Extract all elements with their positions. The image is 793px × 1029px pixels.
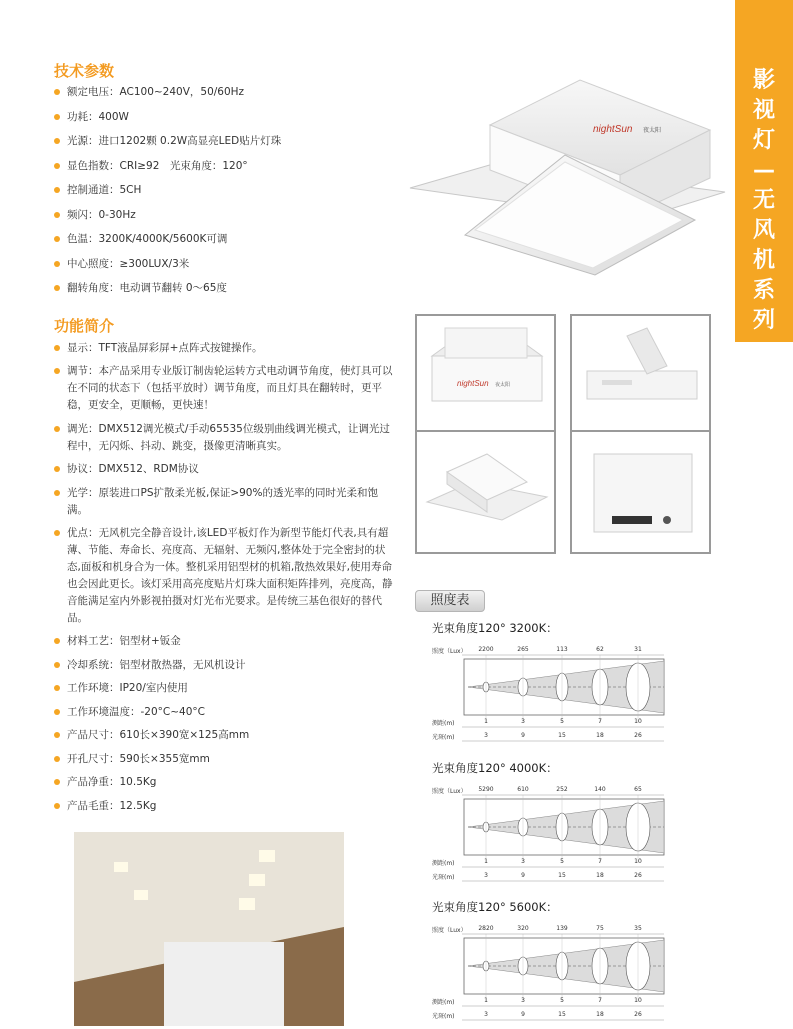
bullet-icon xyxy=(54,779,60,785)
distance-value: 1 xyxy=(484,997,488,1004)
product-thumbnail xyxy=(570,314,711,438)
diameter-value: 15 xyxy=(558,732,566,739)
beam-angle-title: 光束角度120° 3200K： xyxy=(432,621,558,635)
lux-value: 265 xyxy=(517,646,529,653)
diameter-row-label: 光斑(m) xyxy=(432,734,455,741)
diameter-value: 3 xyxy=(484,872,488,879)
spec-item xyxy=(54,84,394,109)
product-thumbnail xyxy=(415,314,556,438)
bullet-icon xyxy=(54,732,60,738)
distance-value: 3 xyxy=(521,997,525,1004)
spec-text: 频闪：0-30Hz xyxy=(67,208,136,221)
brand-logo-cn: 夜太阳 xyxy=(495,382,511,388)
function-text: 开孔尺寸：590长×355宽mm xyxy=(67,752,210,765)
spec-item xyxy=(54,182,394,207)
diameter-value: 9 xyxy=(521,1011,525,1018)
bullet-icon xyxy=(54,530,60,536)
lux-value: 140 xyxy=(594,786,606,793)
distance-value: 3 xyxy=(521,718,525,725)
function-text: 优点：无风机完全静音设计,该LED平板灯作为新型节能灯代表,具有超薄、节能、寿命长、亮度高、无辐射、无频闪,整体处于完全密封的状态,面板和机身合为一体。整机采用铝型材的机箱,散热效果好,使用寿命也会因此更长。该灯采用高亮度贴片灯珠大面积矩阵排列，亮度高，静音能满足室内外影视拍摄对灯光布光要求。是传统三基色很好的替代品。 xyxy=(67,526,393,624)
series-side-tab xyxy=(735,0,793,342)
function-item xyxy=(54,751,394,768)
series-char: 视 xyxy=(752,98,775,123)
function-item xyxy=(54,633,394,650)
lux-value: 2200 xyxy=(478,646,494,653)
diameter-value: 26 xyxy=(634,1011,642,1018)
illuminance-badge: 照度表 xyxy=(415,590,485,612)
spec-text: 控制通道：5CH xyxy=(67,184,142,196)
bullet-icon xyxy=(54,114,60,120)
diameter-value: 18 xyxy=(596,872,604,879)
lux-value: 2820 xyxy=(478,925,494,932)
distance-value: 3 xyxy=(521,858,525,865)
function-text: 材料工艺：铝型材+钣金 xyxy=(67,635,181,648)
lux-value: 65 xyxy=(634,786,642,793)
bullet-icon xyxy=(54,285,60,291)
lux-row-label: 照度（Lux） xyxy=(432,788,467,795)
distance-value: 7 xyxy=(598,997,602,1004)
function-text: 协议：DMX512、RDM协议 xyxy=(67,463,199,476)
lux-value: 75 xyxy=(596,925,604,932)
distance-row-label: 测距(m) xyxy=(432,860,455,867)
beam-cone-graphic xyxy=(432,922,667,1022)
product-thumbnail xyxy=(415,430,556,554)
functions-heading: 功能简介 xyxy=(54,317,115,335)
bullet-icon xyxy=(54,685,60,691)
front-view-illustration xyxy=(417,316,554,436)
bullet-icon xyxy=(54,709,60,715)
lux-value: 113 xyxy=(556,646,568,653)
rear-view-illustration xyxy=(572,432,709,552)
distance-row-label: 测距(m) xyxy=(432,720,455,727)
function-text: 调节：本产品采用专业版订制齿轮运转方式电动调节角度，使灯具可以在不同的状态下（包括平放时）调节角度，而且灯具在翻转时，更平稳，更安全，更顺畅，更快速！ xyxy=(67,365,393,412)
beam-cone-graphic xyxy=(432,643,667,743)
function-text: 显示：TFT液晶屏彩屏+点阵式按键操作。 xyxy=(67,342,263,354)
distance-value: 5 xyxy=(560,718,564,725)
function-item xyxy=(54,704,394,721)
installation-photo xyxy=(74,832,344,1026)
product-main-image xyxy=(405,70,727,280)
brand-logo-text: nightSun xyxy=(593,124,633,135)
product-thumbnail xyxy=(570,430,711,554)
illuminance-diagram xyxy=(432,643,667,743)
function-item xyxy=(54,657,394,674)
function-item xyxy=(54,727,394,744)
lux-row-label: 照度（Lux） xyxy=(432,648,467,655)
series-char: 灯 xyxy=(752,128,775,153)
distance-value: 5 xyxy=(560,858,564,865)
diameter-row-label: 光斑(m) xyxy=(432,1013,455,1020)
spec-item xyxy=(54,207,394,232)
brand-logo-text: nightSun xyxy=(457,379,489,388)
bullet-icon xyxy=(54,426,60,432)
illuminance-diagram xyxy=(432,922,667,1022)
lux-value: 320 xyxy=(517,925,529,932)
spec-text: 额定电压：AC100~240V，50/60Hz xyxy=(67,86,245,98)
distance-value: 10 xyxy=(634,718,642,725)
spec-text: 光源：进口1202颗 0.2W高显亮LED贴片灯珠 xyxy=(67,135,282,147)
angled-view-illustration xyxy=(417,432,554,552)
diameter-value: 18 xyxy=(596,1011,604,1018)
distance-value: 5 xyxy=(560,997,564,1004)
functions-list xyxy=(54,340,394,821)
diameter-value: 3 xyxy=(484,1011,488,1018)
bullet-icon xyxy=(54,638,60,644)
function-item xyxy=(54,798,394,815)
spec-text: 功耗：400W xyxy=(67,110,129,123)
series-char: 机 xyxy=(752,248,775,273)
diameter-value: 15 xyxy=(558,872,566,879)
diameter-value: 18 xyxy=(596,732,604,739)
bullet-icon xyxy=(54,368,60,374)
function-text: 产品净重：10.5Kg xyxy=(67,776,157,789)
diameter-value: 26 xyxy=(634,732,642,739)
bullet-icon xyxy=(54,236,60,242)
lux-value: 35 xyxy=(634,925,642,932)
function-item xyxy=(54,421,394,455)
function-text: 产品尺寸：610长×390宽×125高mm xyxy=(67,729,250,742)
series-char: 无 xyxy=(752,188,775,213)
function-item xyxy=(54,340,394,357)
lux-value: 62 xyxy=(596,646,604,653)
diameter-row-label: 光斑(m) xyxy=(432,874,455,881)
distance-row-label: 测距(m) xyxy=(432,999,455,1006)
bullet-icon xyxy=(54,212,60,218)
beam-angle-title: 光束角度120° 5600K： xyxy=(432,900,558,914)
distance-value: 1 xyxy=(484,718,488,725)
series-char: 系 xyxy=(752,278,775,303)
bullet-icon xyxy=(54,187,60,193)
ceiling-room-illustration xyxy=(74,832,344,1026)
diameter-value: 26 xyxy=(634,872,642,879)
diameter-value: 3 xyxy=(484,732,488,739)
function-text: 产品毛重：12.5Kg xyxy=(67,799,157,812)
lux-value: 252 xyxy=(556,786,568,793)
bullet-icon xyxy=(54,490,60,496)
series-char: — xyxy=(753,158,775,183)
lux-value: 5290 xyxy=(478,786,494,793)
function-item xyxy=(54,525,394,627)
function-text: 调光：DMX512调光模式/手动65535位级别曲线调光模式，让调光过程中，无闪烁、抖动、跳变，摄像更清晰真实。 xyxy=(67,422,390,452)
function-item xyxy=(54,485,394,519)
illuminance-diagram xyxy=(432,783,667,883)
bullet-icon xyxy=(54,345,60,351)
diameter-value: 9 xyxy=(521,732,525,739)
function-item xyxy=(54,461,394,478)
distance-value: 1 xyxy=(484,858,488,865)
function-item xyxy=(54,363,394,414)
diameter-value: 9 xyxy=(521,872,525,879)
spec-text: 显色指数：CRI≥92 光束角度：120° xyxy=(67,159,248,172)
bullet-icon xyxy=(54,138,60,144)
function-text: 光学：原装进口PS扩散柔光板,保证>90%的透光率的同时光柔和饱满。 xyxy=(67,486,378,516)
series-char: 风 xyxy=(752,218,775,243)
beam-angle-title: 光束角度120° 4000K： xyxy=(432,761,558,775)
series-title xyxy=(735,66,793,336)
spec-item xyxy=(54,231,394,256)
spec-text: 翻转角度：电动调节翻转 0～65度 xyxy=(67,282,227,294)
distance-value: 7 xyxy=(598,858,602,865)
lux-value: 31 xyxy=(634,646,642,653)
spec-item xyxy=(54,133,394,158)
bullet-icon xyxy=(54,466,60,472)
spec-item xyxy=(54,158,394,183)
function-text: 冷却系统：铝型材散热器，无风机设计 xyxy=(67,658,246,671)
function-text: 工作环境：IP20/室内使用 xyxy=(67,682,188,695)
series-char: 列 xyxy=(752,308,775,333)
lux-value: 610 xyxy=(517,786,529,793)
distance-value: 7 xyxy=(598,718,602,725)
bullet-icon xyxy=(54,261,60,267)
specs-list xyxy=(54,84,394,305)
distance-value: 10 xyxy=(634,858,642,865)
function-text: 工作环境温度：-20°C~40°C xyxy=(67,705,205,718)
specs-heading: 技术参数 xyxy=(54,62,115,80)
spec-item xyxy=(54,256,394,281)
lux-value: 139 xyxy=(556,925,568,932)
side-view-illustration xyxy=(572,316,709,436)
function-item xyxy=(54,774,394,791)
lux-row-label: 照度（Lux） xyxy=(432,927,467,934)
spec-text: 中心照度：≥300LUX/3米 xyxy=(67,257,190,270)
beam-cone-graphic xyxy=(432,783,667,883)
bullet-icon xyxy=(54,163,60,169)
spec-item xyxy=(54,109,394,134)
diameter-value: 15 xyxy=(558,1011,566,1018)
light-fixture-illustration xyxy=(405,70,727,280)
bullet-icon xyxy=(54,89,60,95)
bullet-icon xyxy=(54,662,60,668)
spec-item xyxy=(54,280,394,305)
brand-logo-cn: 夜太阳 xyxy=(643,127,662,134)
function-item xyxy=(54,680,394,697)
distance-value: 10 xyxy=(634,997,642,1004)
bullet-icon xyxy=(54,803,60,809)
bullet-icon xyxy=(54,756,60,762)
series-char: 影 xyxy=(752,68,775,93)
spec-text: 色温：3200K/4000K/5600K可调 xyxy=(67,233,228,245)
